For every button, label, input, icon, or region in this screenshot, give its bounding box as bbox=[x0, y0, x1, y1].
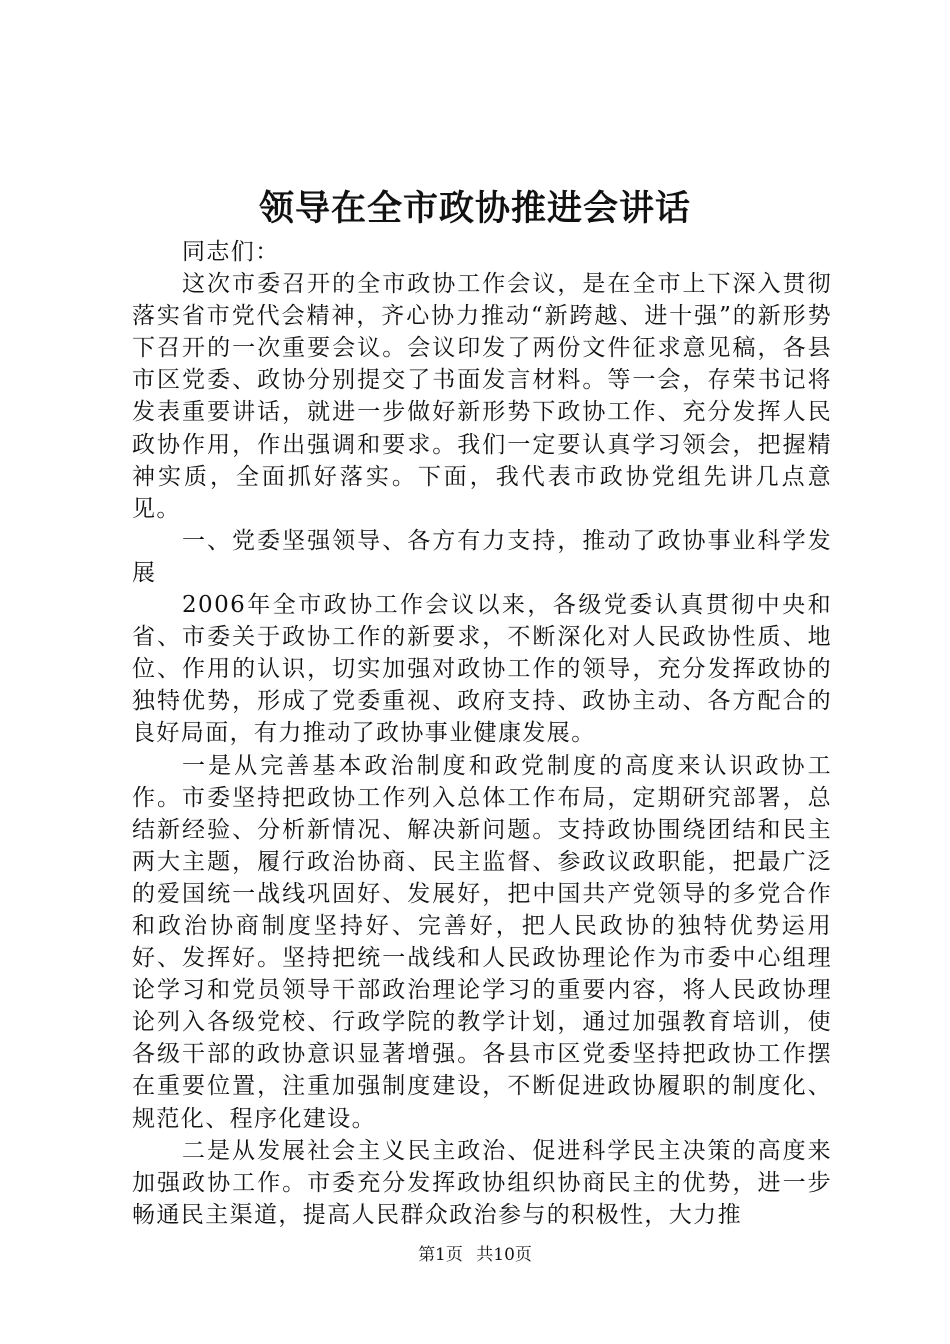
paragraph-point-1: 一是从完善基本政治制度和政党制度的高度来认识政协工作。市委坚持把政协工作列入总体工作布局，定期研究部署，总结新经验、分析新情况、解决新问题。支持政协围绕团结和民主两大主题，履行政治协商、民主监督、参政议政职能，把最广泛的爱国统一战线巩固好、发展好，把中国共产党领导的多党合作和政治协商制度坚持好、完善好，把人民政协的独特优势运用好、发挥好。坚持把统一战线和人民政协理论作为市委中心组理论学习和党员领导干部政治理论学习的重要内容，将人民政协理论列入各级党校、行政学院的教学计划，通过加强教育培训，使各级干部的政协意识显著增强。各县市区党委坚持把政协工作摆在重要位置，注重加强制度建设，不断促进政协履职的制度化、规范化、程序化建设。 bbox=[132, 752, 832, 1132]
page-footer bbox=[0, 1244, 950, 1266]
paragraph-overview: 2006年全市政协工作会议以来，各级党委认真贯彻中央和省、市委关于政协工作的新要求，不断深化对人民政协性质、地位、作用的认识，切实加强对政协工作的领导，充分发挥政协的独特优势，形成了党委重视、政府支持、政协主动、各方配合的良好局面，有力推动了政协事业健康发展。 bbox=[132, 592, 832, 747]
page-total: 共10页 bbox=[476, 1245, 532, 1265]
salutation: 同志们： bbox=[182, 239, 280, 265]
document-title: 领导在全市政协推进会讲话 bbox=[258, 188, 691, 229]
section-heading-1: 一、党委坚强领导、各方有力支持，推动了政协事业科学发展 bbox=[132, 527, 832, 586]
paragraph-point-2: 二是从发展社会主义民主政治、促进科学民主决策的高度来加强政协工作。市委充分发挥政协组织协商民主的优势，进一步畅通民主渠道，提高人民群众政治参与的积极性，大力推 bbox=[132, 1137, 832, 1228]
page-number: 第1页 bbox=[418, 1245, 463, 1265]
paragraph-intro: 这次市委召开的全市政协工作会议，是在全市上下深入贯彻落实省市党代会精神，齐心协力推动“新跨越、进十强”的新形势下召开的一次重要会议。会议印发了两份文件征求意见稿，各县市区党委、政协分别提交了书面发言材料。等一会，存荣书记将发表重要讲话，就进一步做好新形势下政协工作、充分发挥人民政协作用，作出强调和要求。我们一定要认真学习领会，把握精神实质，全面抓好落实。下面，我代表市政协党组先讲几点意见。 bbox=[132, 271, 832, 522]
document-body bbox=[132, 236, 832, 1231]
